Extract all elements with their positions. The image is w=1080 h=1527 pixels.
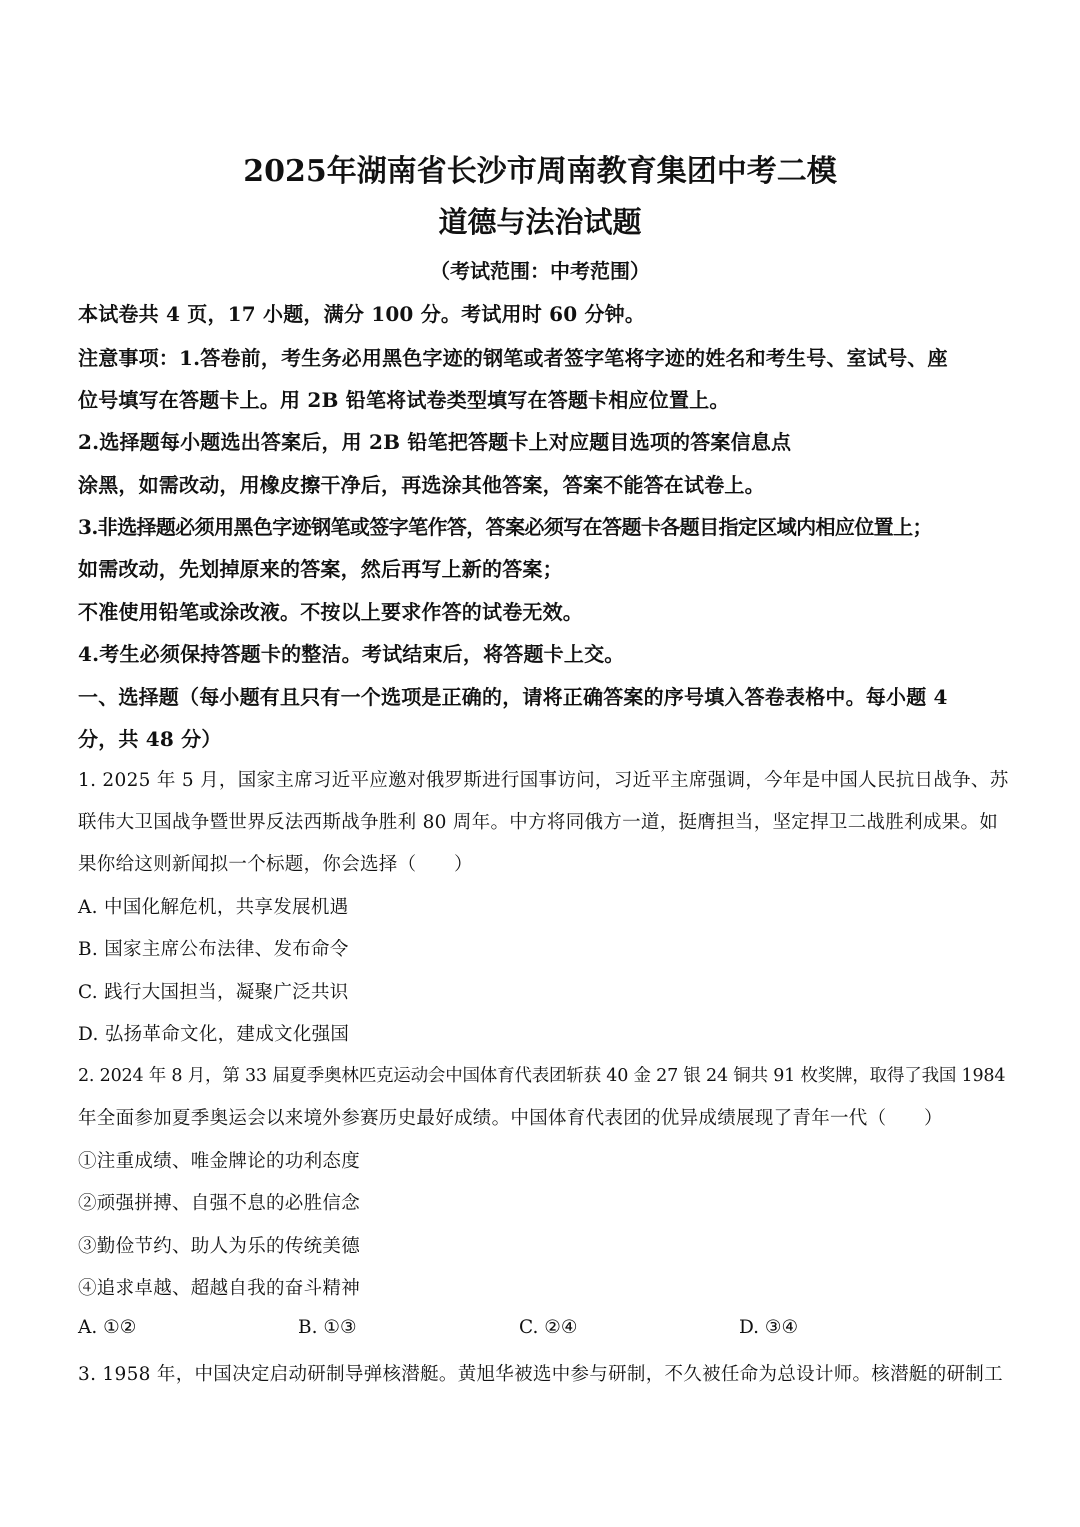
q2-item-3: ③勤俭节约、助人为乐的传统美德 [78,1236,361,1257]
q2-choice-c: C. ②④ [519,1317,578,1338]
q2-choice-a: A. ①② [78,1317,137,1338]
q1-option-a: A. 中国化解危机，共享发展机遇 [78,897,349,918]
notice-3a: 3.非选择题必须用黑色字迹钢笔或签字笔作答，答案必须写在答题卡各题目指定区域内相应位置上； [78,515,932,539]
q2-stem-a: 2. 2024 年 8 月，第 33 届夏季奥林匹克运动会中国体育代表团斩获 40 金 27 银 24 铜共 91 枚奖牌，取得了我国 1984 [78,1066,1006,1086]
notice-3b: 如需改动，先划掉原来的答案，然后再写上新的答案； [78,557,563,581]
q2-item-4: ④追求卓越、超越自我的奋斗精神 [78,1278,361,1299]
q1-stem-a: 1. 2025 年 5 月，国家主席习近平应邀对俄罗斯进行国事访问，习近平主席强调，今年是中国人民抗日战争、苏 [78,770,1009,791]
section-heading-b: 分，共 48 分） [78,727,222,751]
exam-title: 2025年湖南省长沙市周南教育集团中考二模 [243,154,837,189]
notice-2b: 涂黑，如需改动，用橡皮擦干净后，再选涂其他答案，答案不能答在试卷上。 [78,473,765,497]
notice-2a: 2.选择题每小题选出答案后，用 2B 铅笔把答题卡上对应题目选项的答案信息点 [78,430,792,454]
q2-choice-d: D. ③④ [739,1317,799,1338]
notice-1b: 位号填写在答题卡上。用 2B 铅笔将试卷类型填写在答题卡相应位置上。 [78,388,730,412]
q1-option-b: B. 国家主席公布法律、发布命令 [78,939,349,960]
q2-stem-b: 年全面参加夏季奥运会以来境外参赛历史最好成绩。中国体育代表团的优异成绩展现了青年一代（ ） [78,1108,943,1129]
notice-3c: 不准使用铅笔或涂改液。不按以上要求作答的试卷无效。 [78,600,583,624]
q1-option-d: D. 弘扬革命文化，建成文化强国 [78,1024,350,1045]
exam-subtitle: 道德与法治试题 [438,205,642,239]
exam-summary: 本试卷共 4 页，17 小题，满分 100 分。考试用时 60 分钟。 [78,302,646,326]
q3-stem-a: 3. 1958 年，中国决定启动研制导弹核潜艇。黄旭华被选中参与研制，不久被任命为总设计师。核潜艇的研制工 [78,1364,1003,1385]
q2-choice-b: B. ①③ [298,1317,357,1338]
q2-item-2: ②顽强拼搏、自强不息的必胜信念 [78,1193,361,1214]
q1-option-c: C. 践行大国担当，凝聚广泛共识 [78,982,349,1003]
notice-4: 4.考生必须保持答题卡的整洁。考试结束后，将答题卡上交。 [78,642,625,666]
q1-stem-b: 联伟大卫国战争暨世界反法西斯战争胜利 80 周年。中方将同俄方一道，挺膺担当，坚定捍卫二战胜利成果。如 [78,812,999,833]
notice-1a: 注意事项：1.答卷前，考生务必用黑色字迹的钢笔或者签字笔将字迹的姓名和考生号、室试号、座 [78,346,948,370]
exam-scope: （考试范围：中考范围） [430,259,650,283]
q2-item-1: ①注重成绩、唯金牌论的功利态度 [78,1151,361,1172]
q1-stem-c: 果你给这则新闻拟一个标题，你会选择（ ） [78,854,473,875]
section-heading-a: 一、选择题（每小题有且只有一个选项是正确的，请将正确答案的序号填入答卷表格中。每小题 4 [78,685,948,709]
